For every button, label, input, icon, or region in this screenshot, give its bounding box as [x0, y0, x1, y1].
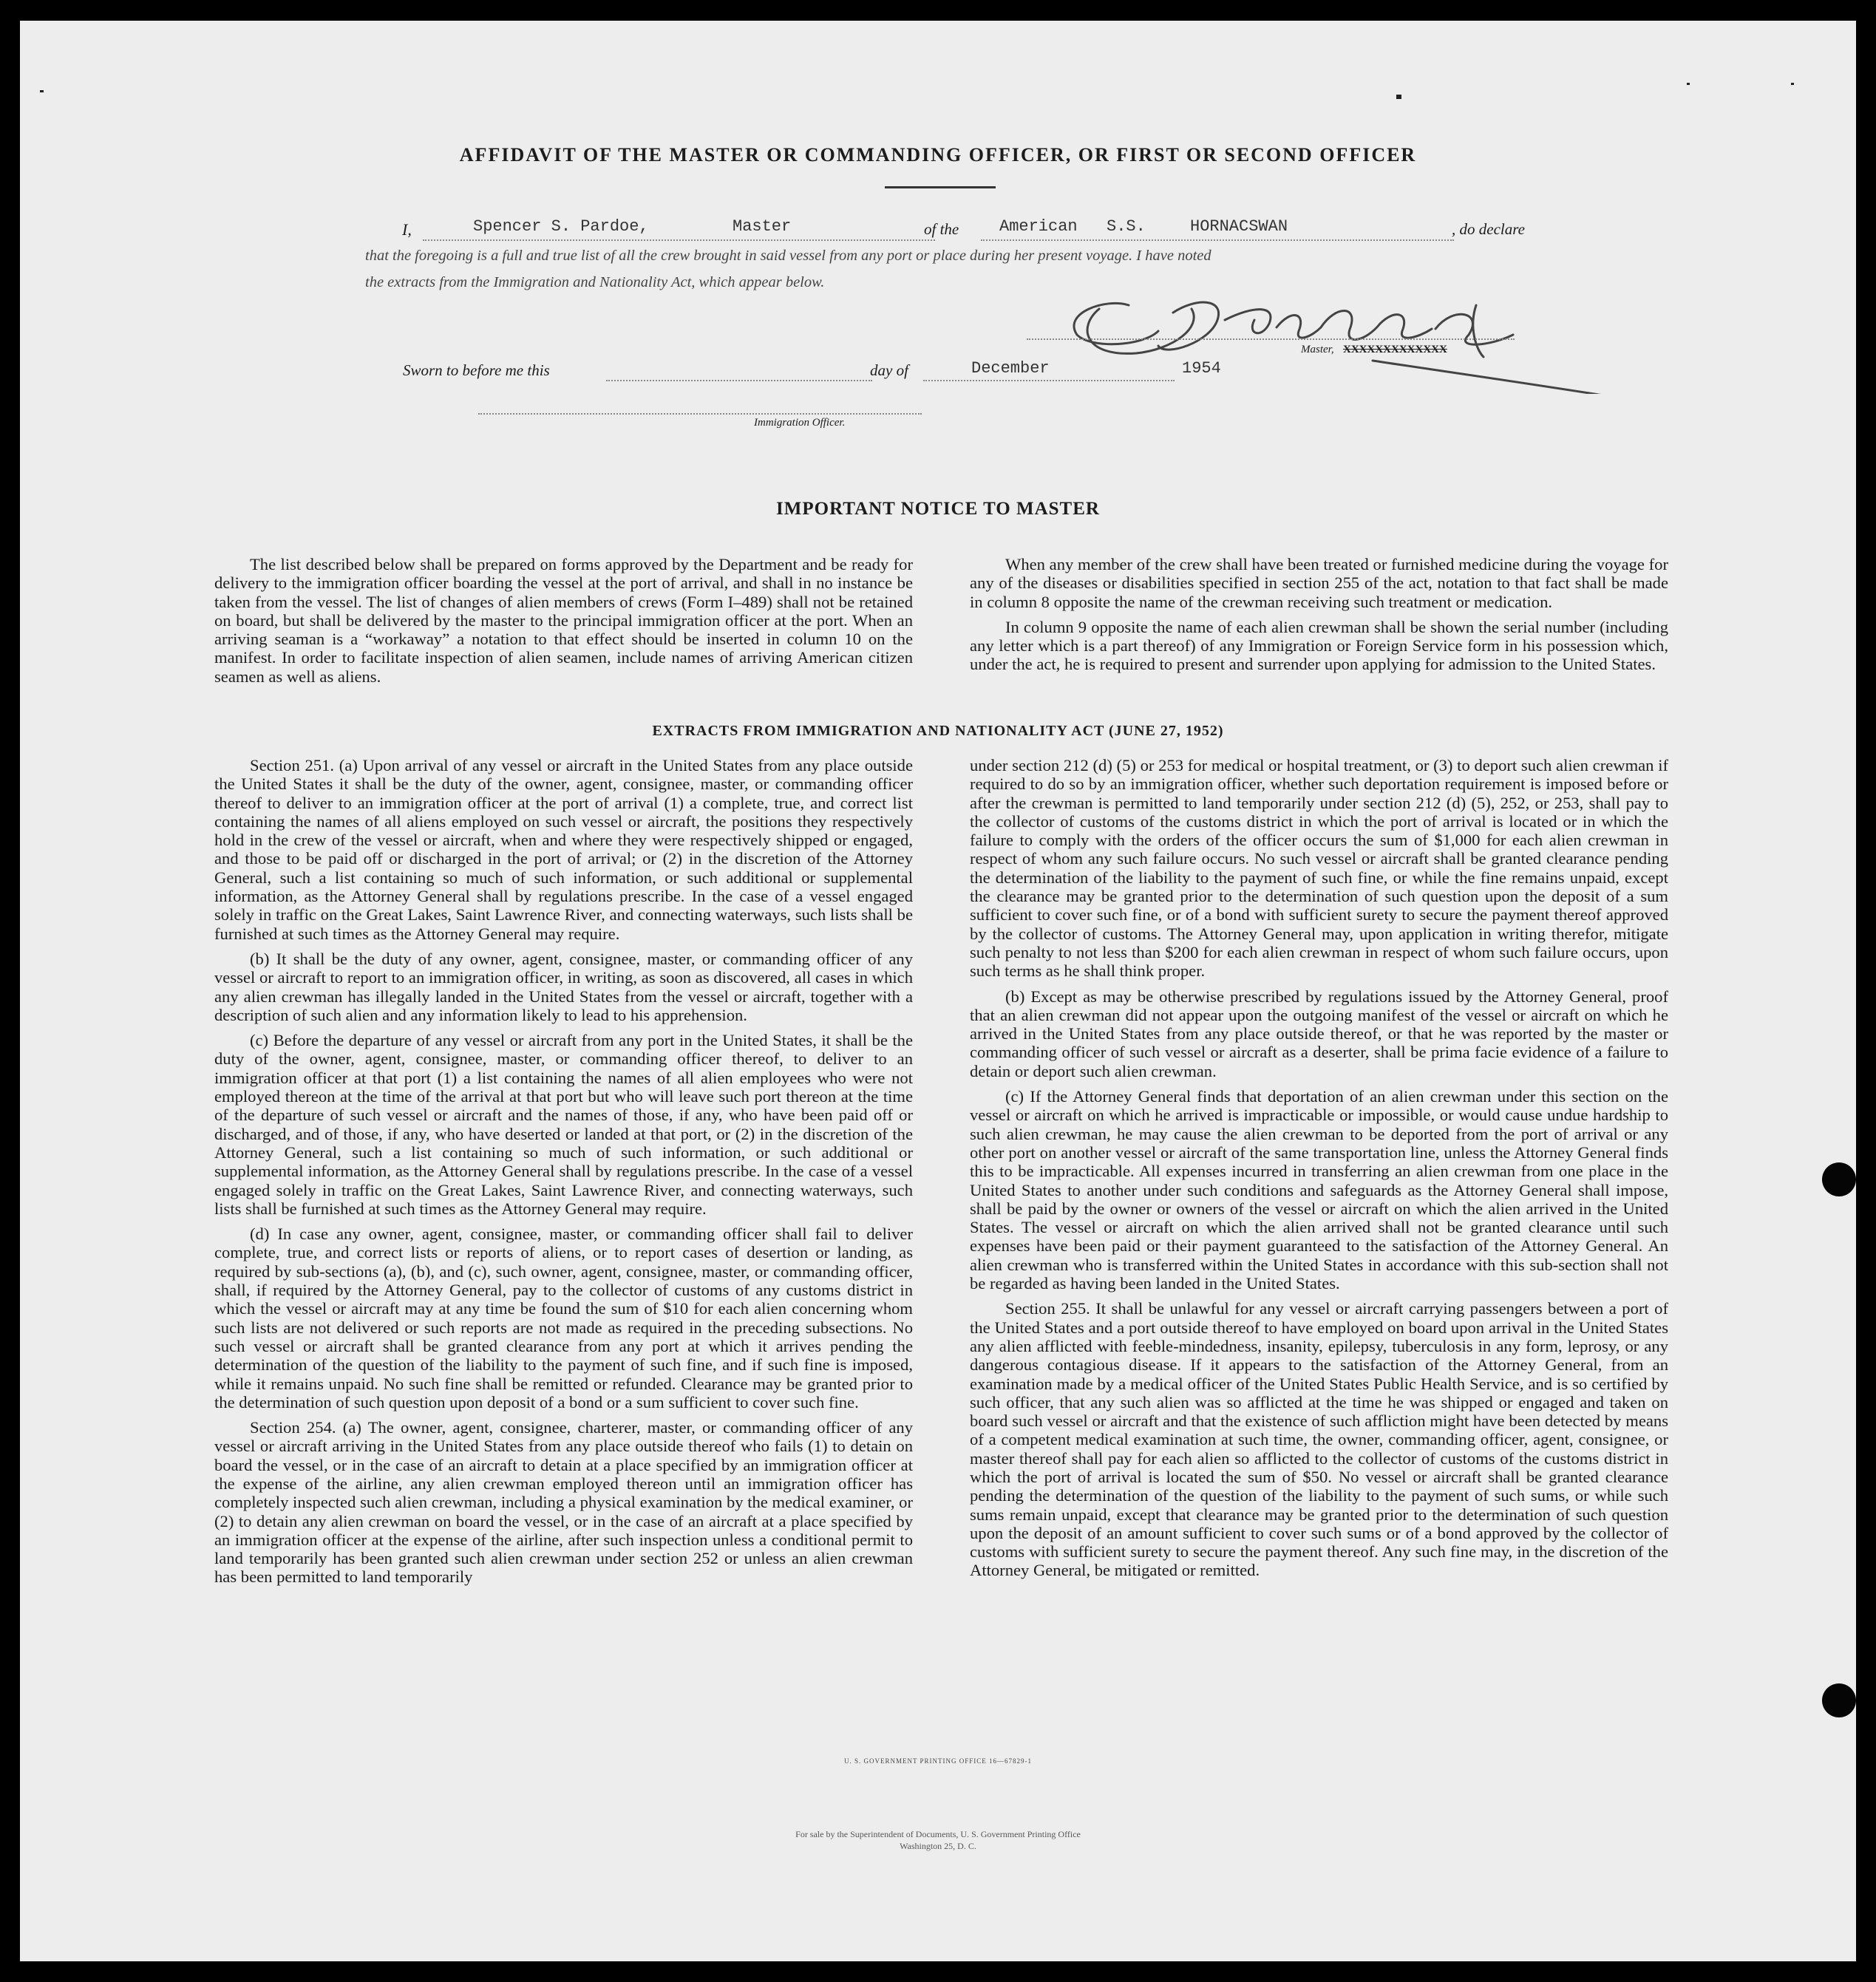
- dotted-line: [923, 380, 1175, 381]
- signature-caption-struck: XXXXXXXXXXXXX: [1343, 344, 1447, 355]
- notice-left-column: [214, 555, 913, 692]
- dotted-line: [423, 239, 935, 241]
- scan-speck: [40, 90, 44, 92]
- scan-speck: [1791, 83, 1794, 85]
- vessel-type: S.S.: [1107, 217, 1146, 236]
- extract-paragraph: (b) It shall be the duty of any owner, agent, consignee, master, or commanding officer of any vessel or aircraft to report to an immigration officer, in writing, as soon as discovered, all cases in which any alien crewman has illegally landed in the United States from the vessel or aircraft, together with a description of such alien and any information likely to lead to his apprehension.: [214, 949, 913, 1024]
- extract-paragraph: Section 251. (a) Upon arrival of any vessel or aircraft in the United States from any place outside the United States it shall be the duty of the owner, agent, consignee, master, or commanding officer thereof to deliver to an immigration officer at the port of arrival (1) a complete, true, and correct list containing the names of all aliens employed on such vessel or aircraft, the positions they respectively hold in the crew of the vessel or aircraft, when and where they were respectively shipped or engaged, and those to be paid off or discharged in the port of arrival; or (2) in the discretion of the Attorney General, such a list containing so much of such information, or such additional or supplemental information, as the Attorney General shall by regulations prescribe. In the case of a vessel engaged solely in traffic on the Great Lakes, Saint Lawrence River, and connecting waterways, such lists shall be furnished at such times as the Attorney General may require.: [214, 756, 913, 943]
- immigration-officer-label: Immigration Officer.: [754, 417, 846, 429]
- affidavit-i-label: I,: [402, 220, 412, 239]
- notice-title: IMPORTANT NOTICE TO MASTER: [776, 499, 1100, 519]
- title-rule: [885, 186, 996, 188]
- do-declare-label: , do declare: [1452, 220, 1525, 238]
- punch-hole: [1822, 1162, 1856, 1196]
- extract-paragraph: (b) Except as may be otherwise prescribed by regulations issued by the Attorney General, proof that an alien crewman did not appear upon the outgoing manifest of the vessel or aircraft on which he arrived in the United States from any place outside thereof, or that he was reported by the master or commanding officer of such vessel or aircraft as a deserter, shall be prima facie evidence of a failure to detain or deport such alien crewman.: [970, 987, 1668, 1080]
- signature-caption-master: Master,: [1301, 344, 1334, 355]
- extract-paragraph: (c) Before the departure of any vessel or aircraft from any port in the United States, it shall be the duty of the owner, agent, consignee, master, or commanding officer thereof, to deliver to an immigration officer at that port (1) a list containing the names of all alien employees who were not employed thereon at the time of the arrival at that port but who will leave such port thereon at the time of the departure of such vessel or aircraft and the names of those, if any, who have been paid off or discharged, and of those, if any, who have deserted or landed at that port, or (2) in the discretion of the Attorney General, such a list containing so much of such information, or such additional or supplemental information, as the Attorney General shall by regulations prescribe. In the case of a vessel engaged solely in traffic on the Great Lakes, Saint Lawrence River, and connecting waterways, such lists shall be furnished at such times as the Attorney General may require.: [214, 1031, 913, 1218]
- notice-right-paragraph-2: In column 9 opposite the name of each alien crewman shall be shown the serial number (including any letter which is a part thereof) of any Immigration or Foreign Service form in his possession which, under the act, he is required to present and surrender upon applying for admission to the United States.: [970, 617, 1668, 674]
- extract-paragraph: (d) In case any owner, agent, consignee, master, or commanding officer shall fail to deliver complete, true, and correct lists or reports of aliens, or to report cases of desertion or landing, as required by sub-sections (a), (b), and (c), such owner, agent, consignee, master, or commanding officer, shall, if required by the Attorney General, pay to the collector of customs of any customs district in which the vessel or aircraft may at any time be found the sum of $10 for each alien concerning whom such lists are not delivered or such reports are not made as required in the preceding subsections. No such vessel or aircraft shall be granted clearance from any port at which it arrives pending the determination of the question of the liability to the payment of such fine, and if such fine is imposed, while it remains unpaid. No such fine shall be remitted or refunded. Clearance may be granted prior to the determination of such question upon deposit of a bond or a sum sufficient to cover such fine.: [214, 1225, 913, 1411]
- extract-paragraph: Section 255. It shall be unlawful for any vessel or aircraft carrying passengers between a port of the United States and a port outside thereof to have employed on board upon arrival in the United States any alien afflicted with feeble-mindedness, insanity, epilepsy, tuberculosis in any form, leprosy, or any dangerous contagious disease. If it appears to the satisfaction of the Attorney General, from an examination made by a medical officer of the United States Public Health Service, and is so certified by such officer, that any such alien was so afflicted at the time he was shipped or engaged and taken on board such vessel or aircraft and that the existence of such affliction might have been detected by means of a competent medical examination at such time, the owner, commanding officer, agent, consignee, or master thereof shall pay for each alien so afflicted to the collector of customs of the customs district in which the port of arrival is located the sum of $50. No vessel or aircraft shall be granted clearance pending the determination of the question of the liability to the payment of such sums, or while such sums remain unpaid, except that clearance may be granted prior to the determination of such question upon the deposit of an amount sufficient to cover such sums or of a bond approved by the collector of customs with sufficient surety to secure the payment thereof. Any such fine may, in the discretion of the Attorney General, be mitigated or remitted.: [970, 1299, 1668, 1580]
- scan-speck: [1687, 83, 1690, 85]
- extract-paragraph: under section 212 (d) (5) or 253 for medical or hospital treatment, or (3) to deport such alien crewman if required to do so by an immigration officer, whether such deportation requirement is imposed before or after the crewman is permitted to land temporarily under section 212 (d) (5), 252, or 253, shall pay to the collector of customs of the customs district in which the port of arrival is located or in which the failure to comply with the orders of the officer occurs the sum of $1,000 for each alien crewman in respect of whom any such failure occurs. No such vessel or aircraft shall be granted clearance pending the determination of the liability to the payment of such fine, or while the fine remains unpaid, except the clearance may be granted prior to the determination of such question upon the deposit of a sum sufficient to cover such fine, or of a bond with sufficient surety to secure the payment thereof approved by the collector of customs. The Attorney General may, upon application in writing therefor, mitigate such penalty to not less than $200 for each alien crewman in respect of whom such failure occurs, upon such terms as he shall think proper.: [970, 756, 1668, 981]
- day-of-label: day of: [870, 361, 908, 379]
- sale-line-2: Washington 25, D. C.: [900, 1841, 976, 1851]
- sworn-month: December: [971, 359, 1050, 378]
- notice-left-paragraph: The list described below shall be prepared on forms approved by the Department and be ready for delivery to the immigration officer boarding the vessel at the port of arrival, and shall in no instance be taken from the vessel. The list of changes of alien members of crews (Form I–489) shall not be retained on board, but shall be delivered by the master to the principal immigration officer at the port. When an arriving seaman is a “workaway” a notation to that effect should be inserted in column 10 on the manifest. In order to facilitate inspection of alien seamen, include names of arriving American citizen seamen as well as aliens.: [214, 555, 913, 686]
- dotted-line: [606, 380, 872, 381]
- notice-right-paragraph-1: When any member of the crew shall have been treated or furnished medicine during the voyage for any of the diseases or disabilities specified in section 255 of the act, notation to that fact shall be made in column 8 opposite the name of the crewman receiving such treatment or medication.: [970, 555, 1668, 611]
- scan-speck: [1396, 95, 1401, 99]
- notice-right-column: [970, 555, 1668, 681]
- extracts-title: EXTRACTS FROM IMMIGRATION AND NATIONALITY ACT (JUNE 27, 1952): [652, 723, 1224, 739]
- extract-paragraph: Section 254. (a) The owner, agent, consignee, charterer, master, or commanding officer of any vessel or aircraft arriving in the United States from any place outside thereof who fails (1) to detain on board the vessel, or in the case of an aircraft to detain at a place specified by an immigration officer at the expense of the airline, any alien crewman employed thereon until an immigration officer has completely inspected such alien crewman, including a physical examination by the medical examiner, or (2) to detain any alien crewman on board the vessel, or in the case of an aircraft at a place specified by an immigration officer at the expense of the airline, after such inspection unless a conditional permit to land temporarily has been granted such alien crewman under section 252 or unless an alien crewman has been permitted to land temporarily: [214, 1418, 913, 1587]
- nationality: American: [999, 217, 1078, 236]
- signature-line: [1027, 338, 1515, 340]
- officer-signature-line: [478, 413, 922, 415]
- sale-line-1: For sale by the Superintendent of Documents, U. S. Government Printing Office: [795, 1829, 1081, 1839]
- extracts-right-column: [970, 756, 1668, 1587]
- extracts-left-column: [214, 756, 913, 1593]
- master-name: Spencer S. Pardoe,: [473, 217, 649, 236]
- sworn-year: 1954: [1182, 359, 1221, 378]
- document-page: [20, 21, 1856, 1961]
- affidavit-title: AFFIDAVIT OF THE MASTER OR COMMANDING OFFICER, OR FIRST OR SECOND OFFICER: [459, 144, 1417, 166]
- punch-hole: [1822, 1683, 1856, 1717]
- printing-office-line: U. S. GOVERNMENT PRINTING OFFICE 16—67829-1: [843, 1757, 1033, 1765]
- vessel-name: HORNACSWAN: [1190, 217, 1288, 236]
- declaration-line-2: that the foregoing is a full and true list of all the crew brought in said vessel from any port or place during her present voyage. I have noted: [365, 248, 1211, 264]
- of-the-label: of the: [924, 220, 959, 238]
- extract-paragraph: (c) If the Attorney General finds that deportation of an alien crewman under this section on the vessel or aircraft on which he arrived is impracticable or impossible, or would cause undue hardship to such alien crewman, he may cause the alien crewman to be deported from the port of arrival or any other port on another vessel or aircraft of the same transportation line, unless the Attorney General finds this to be impracticable. All expenses incurred in transferring an alien crewman from one place in the United States to another under such conditions and safeguards as the Attorney General shall impose, shall be paid by the owner or owners of the vessel or aircraft on which the alien arrived in the United States. The vessel or aircraft on which the alien arrived shall not be granted clearance until such expenses have been paid or their payment guaranteed to the satisfaction of the Attorney General. An alien crewman who is transferred within the United States in accordance with this sub-section shall not be regarded as having been landed in the United States.: [970, 1087, 1668, 1293]
- rank: Master: [733, 217, 792, 236]
- signature-image: [1033, 276, 1654, 394]
- dotted-line: [981, 239, 1454, 241]
- sworn-label: Sworn to before me this: [403, 361, 550, 379]
- declaration-line-3: the extracts from the Immigration and Nationality Act, which appear below.: [365, 274, 825, 290]
